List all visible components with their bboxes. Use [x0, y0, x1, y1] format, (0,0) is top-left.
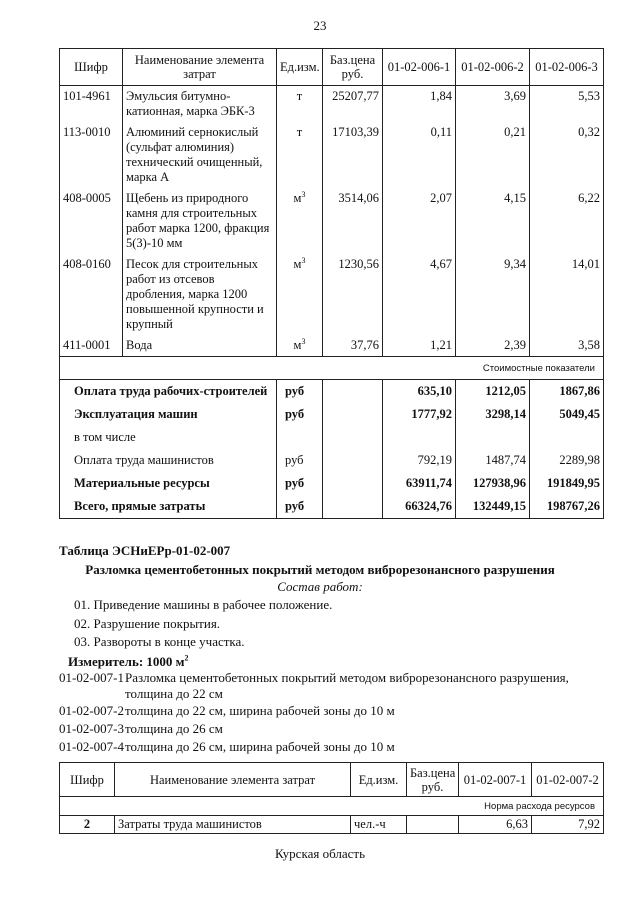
summary-value: 63911,74 [383, 472, 456, 495]
summary-value: 1777,92 [383, 403, 456, 426]
summary-value: 1867,86 [530, 380, 604, 404]
cell-value: 3,69 [456, 86, 530, 123]
header-price: Баз.цена руб. [407, 763, 459, 797]
header-col2: 01-02-006-2 [456, 49, 530, 86]
unit-text: м [293, 257, 302, 271]
summary-unit: руб [277, 495, 323, 519]
section-label: Норма расхода ресурсов [60, 797, 604, 816]
summary-price [323, 495, 383, 519]
cell-code: 2 [60, 816, 115, 834]
cell-price: 17103,39 [323, 122, 383, 188]
unit-text: м [293, 338, 302, 352]
cell-unit: чел.-ч [351, 816, 407, 834]
header-col1: 01-02-007-1 [459, 763, 532, 797]
table-row [60, 335, 604, 357]
cell-value: 0,21 [456, 122, 530, 188]
section-row [60, 357, 604, 380]
header-unit: Ед.изм. [351, 763, 407, 797]
summary-value: 635,10 [383, 380, 456, 404]
summary-price [323, 449, 383, 472]
summary-value: 1212,05 [456, 380, 530, 404]
cell-name: Песок для строительных работ из отсевов дробления, марка 1200 повышенной крупности и крупный [123, 254, 277, 335]
summary-value: 3298,14 [456, 403, 530, 426]
cell-price: 3514,06 [323, 188, 383, 254]
summary-unit [277, 426, 323, 449]
cell-name: Алюминий сернокислый (сульфат алюминия) технический очищенный, марка А [123, 122, 277, 188]
cell-value: 1,84 [383, 86, 456, 123]
work-step: 01. Приведение машины в рабочее положение. [74, 597, 333, 612]
cell-price [407, 816, 459, 834]
table-row [60, 188, 604, 254]
cell-unit [277, 335, 323, 357]
unit-exponent: 3 [301, 189, 306, 199]
cell-value: 6,22 [530, 188, 604, 254]
summary-unit: руб [277, 449, 323, 472]
summary-value [456, 426, 530, 449]
summary-price [323, 472, 383, 495]
header-unit: Ед.изм. [277, 49, 323, 86]
summary-row [60, 449, 604, 472]
cell-value: 0,11 [383, 122, 456, 188]
cell-price: 1230,56 [323, 254, 383, 335]
summary-value: 792,19 [383, 449, 456, 472]
header-code: Шифр [60, 763, 115, 797]
summary-label: Оплата труда машинистов [60, 449, 277, 472]
summary-value: 2289,98 [530, 449, 604, 472]
summary-unit: руб [277, 380, 323, 404]
page-number: 23 [313, 18, 327, 33]
unit-text: т [296, 125, 303, 139]
work-step: 02. Разрушение покрытия. [74, 616, 221, 631]
cell-name: Щебень из природного камня для строительных работ марка 1200, фракция 5(3)-10 мм [123, 188, 277, 254]
summary-row [60, 403, 604, 426]
summary-label: Эксплуатация машин [60, 403, 277, 426]
header-col3: 01-02-006-3 [530, 49, 604, 86]
cell-value: 9,34 [456, 254, 530, 335]
unit-exponent: 3 [301, 255, 306, 265]
unit-text: м [293, 191, 302, 205]
code-item: 01-02-007-3толщина до 26 см [59, 721, 223, 736]
summary-value: 5049,45 [530, 403, 604, 426]
cell-price: 37,76 [323, 335, 383, 357]
cell-value: 0,32 [530, 122, 604, 188]
summary-label: Всего, прямые затраты [60, 495, 277, 519]
composition-label: Состав работ: [277, 579, 363, 594]
code-item: 01-02-007-2толщина до 22 см, ширина рабочей зоны до 10 м [59, 703, 395, 718]
cell-value: 4,15 [456, 188, 530, 254]
header-col1: 01-02-006-1 [383, 49, 456, 86]
code-item: 01-02-007-4толщина до 26 см, ширина рабочей зоны до 10 м [59, 739, 395, 754]
summary-price [323, 426, 383, 449]
table-row [60, 86, 604, 123]
cell-value: 14,01 [530, 254, 604, 335]
summary-row [60, 380, 604, 404]
summary-label: Материальные ресурсы [60, 472, 277, 495]
table-row [60, 816, 604, 834]
resource-table-007 [59, 762, 604, 834]
header-price: Баз.цена руб. [323, 49, 383, 86]
cell-value: 4,67 [383, 254, 456, 335]
table-row [60, 254, 604, 335]
summary-value: 1487,74 [456, 449, 530, 472]
cell-value: 7,92 [532, 816, 604, 834]
summary-value: 127938,96 [456, 472, 530, 495]
unit-exponent: 3 [301, 336, 306, 346]
cell-code: 408-0160 [60, 254, 123, 335]
cell-price: 25207,77 [323, 86, 383, 123]
header-name: Наименование элемента затрат [123, 49, 277, 86]
cell-name: Затраты труда машинистов [115, 816, 351, 834]
summary-row [60, 495, 604, 519]
cell-unit [277, 122, 323, 188]
summary-value [530, 426, 604, 449]
cell-code: 411-0001 [60, 335, 123, 357]
summary-value: 66324,76 [383, 495, 456, 519]
table-heading: Разломка цементобетонных покрытий методом виброрезонансного разрушения [85, 562, 555, 577]
summary-value [383, 426, 456, 449]
code-item: 01-02-007-1Разломка цементобетонных покрытий методом виброрезонансного разрушения, толщина до 22 см [59, 670, 569, 701]
cell-value: 2,07 [383, 188, 456, 254]
summary-unit: руб [277, 472, 323, 495]
summary-row [60, 472, 604, 495]
summary-value: 191849,95 [530, 472, 604, 495]
cell-value: 2,39 [456, 335, 530, 357]
table-header-row [60, 49, 604, 86]
summary-price [323, 380, 383, 404]
summary-value: 198767,26 [530, 495, 604, 519]
footer-region: Курская область [274, 846, 365, 861]
table-row [60, 122, 604, 188]
cell-code: 408-0005 [60, 188, 123, 254]
meter-label: Измеритель: 1000 $м^2$ [68, 653, 189, 669]
unit-text: т [296, 89, 303, 103]
cell-value: 3,58 [530, 335, 604, 357]
cell-unit [277, 86, 323, 123]
cell-unit [277, 188, 323, 254]
header-code: Шифр [60, 49, 123, 86]
summary-value: 132449,15 [456, 495, 530, 519]
table-header-row [60, 763, 604, 797]
summary-price [323, 403, 383, 426]
summary-label: Оплата труда рабочих-строителей [60, 380, 277, 404]
cell-code: 101-4961 [60, 86, 123, 123]
cell-unit [277, 254, 323, 335]
header-name: Наименование элемента затрат [115, 763, 351, 797]
table-title: Таблица ЭСНиЕРр-01-02-007 [59, 543, 231, 558]
cell-value: 5,53 [530, 86, 604, 123]
cell-code: 113-0010 [60, 122, 123, 188]
summary-unit: руб [277, 403, 323, 426]
cell-name: Эмульсия битумно-катионная, марка ЭБК-3 [123, 86, 277, 123]
header-col2: 01-02-007-2 [532, 763, 604, 797]
work-step: 03. Развороты в конце участка. [74, 634, 245, 649]
summary-row [60, 426, 604, 449]
cell-value: 6,63 [459, 816, 532, 834]
section-label: Стоимостные показатели [60, 357, 604, 380]
cell-name: Вода [123, 335, 277, 357]
resource-table-006 [59, 48, 604, 519]
cell-value: 1,21 [383, 335, 456, 357]
section-row [60, 797, 604, 816]
summary-label: в том числе [60, 426, 277, 449]
